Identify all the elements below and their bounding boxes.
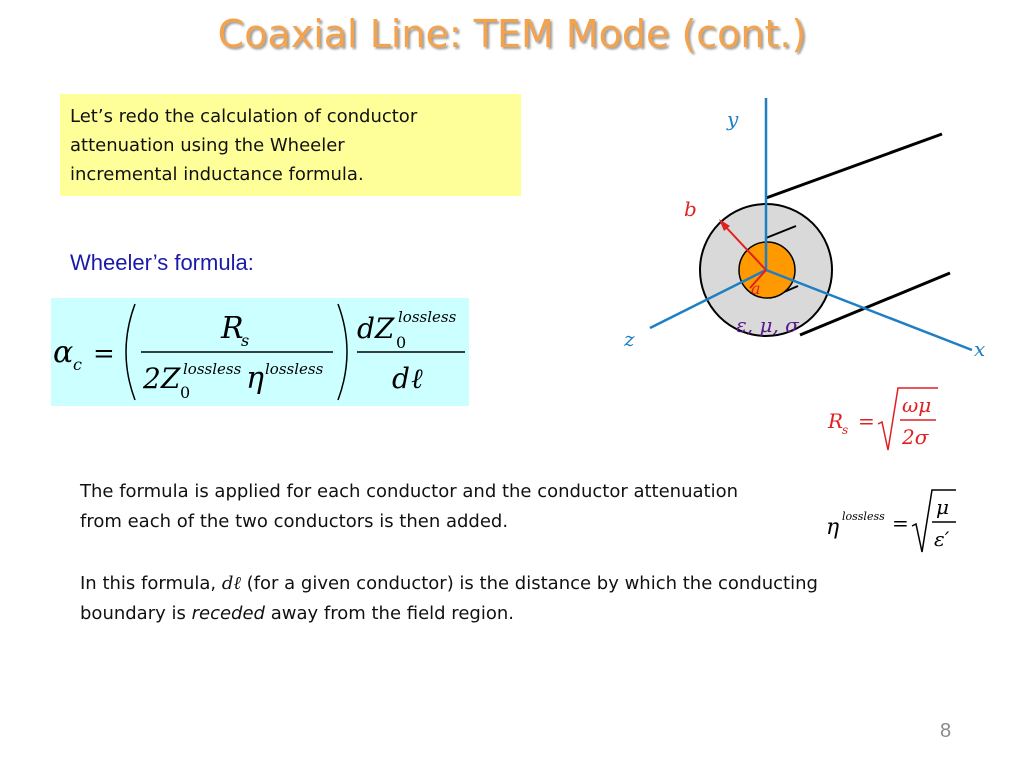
- label-x: x: [974, 337, 986, 361]
- formula-zero-1: 0: [180, 383, 191, 402]
- wheeler-label: Wheeler’s formula:: [70, 250, 254, 275]
- eta-equation: [826, 486, 966, 563]
- rs-denominator: 2σ: [902, 425, 929, 449]
- eta-numerator: μ: [936, 495, 949, 519]
- eta-symbol: η: [826, 515, 840, 540]
- coax-diagram: [600, 98, 1010, 383]
- formula-Rs-sub: s: [241, 331, 250, 350]
- label-b: b: [684, 197, 697, 221]
- label-y: y: [727, 107, 739, 131]
- formula-equals: =: [93, 339, 115, 369]
- page-number: 8: [940, 720, 952, 742]
- rs-numerator: ωμ: [902, 393, 932, 417]
- rs-equation: [826, 384, 946, 461]
- rs-R: R: [828, 409, 844, 433]
- eta-denominator: ε′: [934, 527, 950, 551]
- left-paren: [126, 304, 135, 400]
- right-paren: [338, 304, 347, 400]
- paragraph-2: [80, 569, 840, 629]
- para2-emphasis: receded: [191, 603, 265, 624]
- eta-equals: =: [892, 511, 909, 535]
- formula-lossless-3: lossless: [398, 308, 457, 326]
- formula-alpha-sub: c: [73, 355, 82, 374]
- label-material: ε, μ, σ: [736, 313, 799, 337]
- outer-top-line: [766, 134, 942, 198]
- note-line-3: incremental inductance formula.: [70, 164, 364, 185]
- para2-after: away from the field region.: [270, 603, 514, 624]
- formula-Rs: R: [221, 311, 244, 346]
- formula-lossless-1: lossless: [183, 360, 242, 378]
- formula-lossless-2: lossless: [265, 360, 324, 378]
- dl-symbol: dℓ: [221, 573, 241, 594]
- para2-middle: (for a given conductor) is the distance by which the conducting boundary is: [80, 573, 818, 624]
- intro-note: [60, 94, 521, 196]
- formula-d: d: [392, 362, 410, 395]
- slide-title: Coaxial Line: TEM Mode (cont.): [217, 12, 807, 56]
- eta-superscript: lossless: [842, 510, 885, 523]
- formula-dZ: dZ: [357, 312, 395, 345]
- para2-before: In this formula,: [80, 573, 217, 594]
- rs-equals: =: [858, 409, 875, 433]
- formula-alpha: α: [53, 335, 74, 370]
- formula-zero-2: 0: [396, 333, 407, 352]
- rs-sub: s: [842, 423, 849, 437]
- note-line-2: attenuation using the Wheeler: [70, 135, 345, 156]
- formula-eta: η: [246, 361, 264, 396]
- label-z: z: [624, 327, 635, 351]
- paragraph-1: The formula is applied for each conductor and the conductor attenuation from each of the two conductors is then added.: [80, 481, 739, 532]
- wheeler-formula: [51, 298, 469, 406]
- formula-ell: ℓ: [411, 362, 423, 395]
- note-line-1: Let’s redo the calculation of conductor: [70, 106, 418, 127]
- formula-2Z: 2Z: [143, 362, 181, 395]
- label-a: a: [751, 279, 761, 298]
